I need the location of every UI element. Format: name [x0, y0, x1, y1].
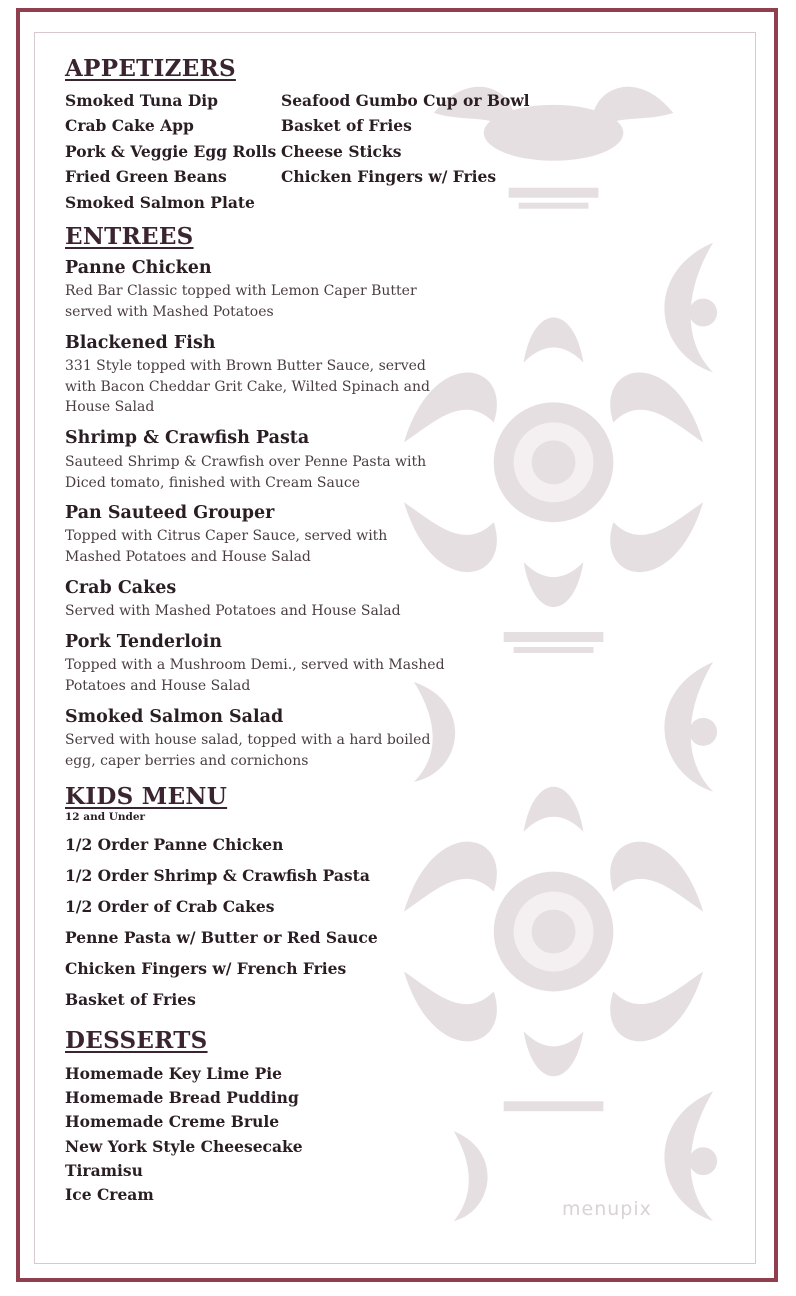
kids-menu-subtitle: 12 and Under — [65, 811, 146, 823]
entree-description: Served with house salad, topped with a hard boiled egg, caper berries and cornichons — [65, 732, 431, 769]
kids-item: Penne Pasta w/ Butter or Red Sauce — [65, 928, 378, 947]
entrees-heading: ENTREES — [65, 223, 194, 250]
dessert-item: Homemade Key Lime Pie — [65, 1064, 283, 1083]
dessert-item: Homemade Bread Pudding — [65, 1088, 299, 1107]
watermark: menupix — [562, 1198, 652, 1220]
kids-item: 1/2 Order Shrimp & Crawfish Pasta — [65, 866, 370, 885]
appetizers-heading: APPETIZERS — [65, 55, 236, 82]
entree-name: Pork Tenderloin — [65, 632, 222, 652]
appetizer-item: Crab Cake App — [65, 116, 194, 135]
dessert-item: New York Style Cheesecake — [65, 1137, 303, 1156]
appetizer-item: Pork & Veggie Egg Rolls — [65, 142, 277, 161]
entree-description: 331 Style topped with Brown Butter Sauce, served with Bacon Cheddar Grit Cake, Wilted Spinach and House Salad — [65, 358, 430, 415]
menu-page — [34, 32, 756, 1264]
entree-description: Red Bar Classic topped with Lemon Caper Butter served with Mashed Potatoes — [65, 283, 417, 320]
entree-description: Served with Mashed Potatoes and House Salad — [65, 603, 401, 619]
dessert-item: Tiramisu — [65, 1161, 143, 1180]
entree-name: Blackened Fish — [65, 333, 216, 353]
entree-description: Topped with a Mushroom Demi., served with Mashed Potatoes and House Salad — [65, 657, 445, 694]
entree-name: Pan Sauteed Grouper — [65, 503, 275, 523]
dessert-item: Homemade Creme Brule — [65, 1112, 280, 1131]
kids-item: Basket of Fries — [65, 990, 196, 1009]
entree-name: Crab Cakes — [65, 578, 177, 598]
kids-menu-heading: KIDS MENU — [65, 783, 228, 810]
desserts-heading: DESSERTS — [65, 1027, 208, 1054]
kids-item: 1/2 Order of Crab Cakes — [65, 897, 275, 916]
menu-content — [35, 33, 755, 1263]
entree-name: Shrimp & Crawfish Pasta — [65, 428, 310, 448]
appetizer-item: Cheese Sticks — [281, 142, 402, 161]
entree-name: Panne Chicken — [65, 258, 212, 278]
appetizer-item: Seafood Gumbo Cup or Bowl — [281, 91, 530, 110]
entree-name: Smoked Salmon Salad — [65, 707, 284, 727]
kids-item: Chicken Fingers w/ French Fries — [65, 959, 347, 978]
entree-description: Topped with Citrus Caper Sauce, served with Mashed Potatoes and House Salad — [65, 528, 388, 565]
kids-item: 1/2 Order Panne Chicken — [65, 835, 284, 854]
appetizer-item: Basket of Fries — [281, 116, 412, 135]
appetizer-item: Smoked Tuna Dip — [65, 91, 219, 110]
dessert-item: Ice Cream — [65, 1185, 154, 1204]
appetizer-item: Fried Green Beans — [65, 167, 227, 186]
appetizer-item: Chicken Fingers w/ Fries — [281, 167, 497, 186]
entree-description: Sauteed Shrimp & Crawfish over Penne Pasta with Diced tomato, finished with Cream Sauce — [65, 454, 427, 491]
appetizer-item: Smoked Salmon Plate — [65, 193, 255, 212]
